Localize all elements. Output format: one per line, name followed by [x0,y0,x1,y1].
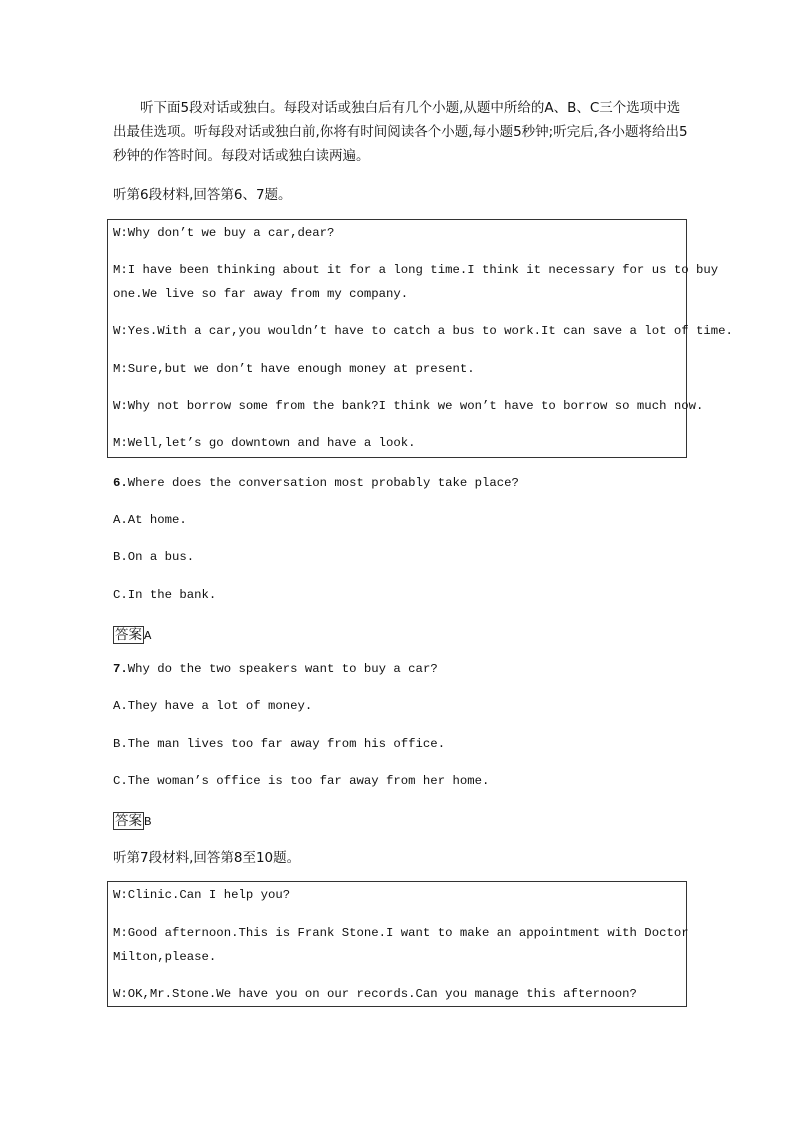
answer-7 [113,810,151,830]
answer-value: B [144,815,152,829]
question-text: Why do the two speakers want to buy a car? [127,662,438,676]
answer-value: A [144,629,152,643]
question-number: 6. [113,476,128,490]
instructions-paragraph: 听下面5段对话或独白。每段对话或独白后有几个小题,从题中所给的A、B、C三个选项中选出最佳选项。听每段对话或独白前,你将有时间阅读各个小题,每小题5秒钟;听完后,各小题将给出5秒钟的作答时间。每段对话或独白读两遍。 [113,100,688,164]
dialogue-line: W:Why don’t we buy a car,dear? [113,226,335,240]
dialogue-line: W:Clinic.Can I help you? [113,888,291,902]
dialogue-line: one.We live so far away from my company. [113,287,409,301]
answer-label: 答案 [115,627,142,643]
dialogue-line: M:Well,let’s go downtown and have a look. [113,436,416,450]
dialogue-line: M:I have been thinking about it for a long time.I think it necessary for us to buy [113,263,719,277]
option-b: B.The man lives too far away from his office. [113,737,446,751]
dialogue-line: M:Sure,but we don’t have enough money at present. [113,362,475,376]
question-text: Where does the conversation most probably take place? [127,476,519,490]
dialogue-line: W:OK,Mr.Stone.We have you on our records.Can you manage this afternoon? [113,987,637,1001]
dialogue-line: W:Why not borrow some from the bank?I think we won’t have to borrow so much now. [113,399,704,413]
dialogue-line: Milton,please. [113,950,217,964]
question-number: 7. [113,662,128,676]
answer-6 [113,624,151,644]
option-c: C.The woman’s office is too far away from her home. [113,774,490,788]
section-6-heading: 听第6段材料,回答第6、7题。 [113,187,292,203]
option-a: A.At home. [113,513,187,527]
option-c: C.In the bank. [113,588,217,602]
section-7-heading: 听第7段材料,回答第8至10题。 [113,850,301,866]
dialogue-line: M:Good afternoon.This is Frank Stone.I want to make an appointment with Doctor [113,926,689,940]
question-6 [113,476,519,490]
answer-label: 答案 [115,813,142,829]
option-a: A.They have a lot of money. [113,699,313,713]
dialogue-line: W:Yes.With a car,you wouldn’t have to catch a bus to work.It can save a lot of time. [113,324,733,338]
option-b: B.On a bus. [113,550,195,564]
dialogue-box-6 [107,219,687,458]
question-7 [113,662,438,676]
